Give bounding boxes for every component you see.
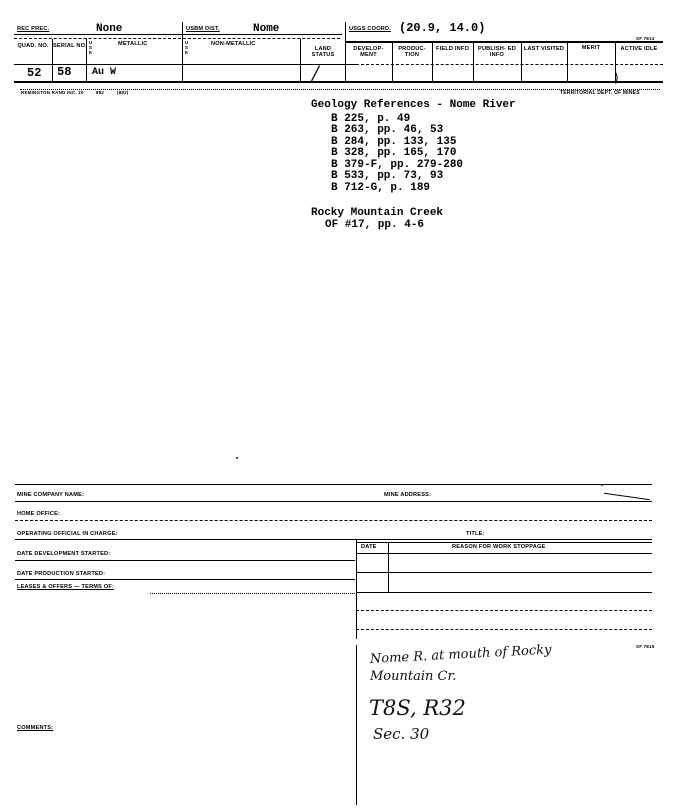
reference-item: OF #17, pp. 4-6 — [325, 218, 425, 231]
reference-list — [311, 114, 516, 195]
home-office-label: HOME OFFICE: — [17, 511, 61, 517]
col-non-metallic: NON-METALLIC — [211, 41, 256, 47]
col-metallic: METALLIC — [118, 41, 148, 47]
section2-list — [311, 220, 516, 232]
col-field-info: FIELD INFO — [435, 46, 470, 52]
col-active-idle: ACTIVE IDLE — [620, 46, 658, 52]
form-divider — [388, 542, 389, 592]
references-block — [311, 100, 516, 231]
mine-company-name-label: MINE COMPANY NAME: — [17, 492, 85, 498]
reason-for-work-stoppage-label: REASON FOR WORK STOPPAGE — [452, 544, 546, 550]
col-quad-no: QUAD. NO. — [17, 43, 49, 49]
usgs-coord-value: (20.9, 14.0) — [399, 21, 486, 35]
rec-prec-value: None — [96, 23, 123, 35]
handwritten-line-3: T8S, R32 — [369, 696, 466, 720]
operating-official-label: OPERATING OFFICIAL IN CHARGE: — [17, 531, 118, 537]
form-rule — [356, 553, 652, 554]
title-label: TITLE: — [466, 531, 485, 537]
form-rule — [15, 560, 355, 561]
form-divider — [356, 539, 357, 639]
references-title: Geology References - Nome River — [311, 99, 516, 111]
col-use-nonmetallic-code: U S E — [185, 40, 189, 55]
serial-no-value: 58 — [57, 65, 72, 79]
usgs-coord-label: USGS COORD. — [349, 26, 391, 32]
handwritten-line-4: Sec. 30 — [373, 725, 430, 743]
form-rule — [15, 539, 652, 540]
col-use-metallic-code: U S E — [89, 40, 93, 55]
col-divider — [300, 39, 301, 81]
form-rule — [15, 484, 652, 485]
scan-speck — [236, 457, 238, 459]
reference-item: B 328, pp. 165, 170 — [331, 147, 457, 159]
col-development: DEVELOP- MENT — [353, 46, 384, 58]
mine-address-label: MINE ADDRESS: — [384, 492, 432, 498]
header-rule — [14, 81, 663, 83]
handwritten-line-1: Nome R. at mouth of Rocky — [369, 642, 552, 667]
agency-name: TERRITORIAL DEPT. OF MINES — [560, 90, 640, 96]
form-rule — [15, 579, 355, 580]
reference-item: B 533, pp. 73, 93 — [331, 170, 444, 182]
quad-no-value: 52 — [27, 66, 42, 80]
col-published-info: PUBLISH- ED INFO — [478, 46, 516, 58]
form-number-bottom: SF 7815 — [636, 644, 655, 649]
header-rule — [14, 38, 340, 39]
usbm-dist-label: USBM DIST. — [186, 26, 220, 32]
reference-item: B 225, p. 49 — [331, 112, 411, 125]
reference-item: B 284, pp. 133, 135 — [331, 135, 457, 148]
rec-prec-label: REC PREC. — [17, 26, 50, 32]
col-merit: MERIT — [581, 45, 601, 51]
reference-item: B 263, pp. 46, 53 — [331, 124, 444, 136]
section2-title: Rocky Mountain Creek — [311, 207, 444, 219]
comments-label: COMMENTS: — [17, 725, 54, 731]
col-production: PRODUC- TION — [398, 46, 426, 58]
form-rule — [356, 572, 652, 573]
printer-code-2: (882) — [117, 90, 129, 95]
form-divider — [356, 645, 357, 805]
metallic-value: Au W — [92, 67, 117, 78]
col-last-visited: LAST VISITED — [523, 46, 565, 52]
printer-code: 882 — [96, 90, 105, 95]
date-production-started-label: DATE PRODUCTION STARTED: — [17, 571, 106, 577]
col-serial-no: SERIAL NO. — [53, 43, 87, 49]
handwritten-line-2: Mountain Cr. — [370, 669, 457, 684]
form-rule — [356, 629, 652, 630]
date-development-started-label: DATE DEVELOPMENT STARTED: — [17, 551, 111, 557]
printer-credit: REMINGTON RAND INC. 20 — [21, 90, 84, 95]
form-rule — [15, 520, 652, 521]
reference-item: B 712-G, p. 189 — [331, 181, 431, 194]
date-col-label: DATE — [361, 544, 377, 550]
header-rule — [356, 64, 663, 65]
form-rule — [356, 592, 652, 593]
form-number-top: SF 7814 — [636, 36, 655, 41]
header-rule — [14, 34, 342, 35]
col-land-status: LAND STATUS — [311, 46, 335, 58]
form-rule — [356, 542, 652, 543]
active-idle-mark: ⟩ — [614, 71, 620, 86]
form-rule — [150, 593, 355, 594]
form-rule — [15, 501, 652, 502]
land-status-mark: / — [312, 61, 319, 85]
reference-item: B 379-F, pp. 279-280 — [331, 158, 464, 171]
col-divider — [182, 22, 183, 81]
leases-offers-label: LEASES & OFFERS — TERMS OF: — [17, 584, 115, 590]
form-rule — [356, 610, 652, 611]
usbm-dist-value: Nome — [253, 23, 280, 35]
